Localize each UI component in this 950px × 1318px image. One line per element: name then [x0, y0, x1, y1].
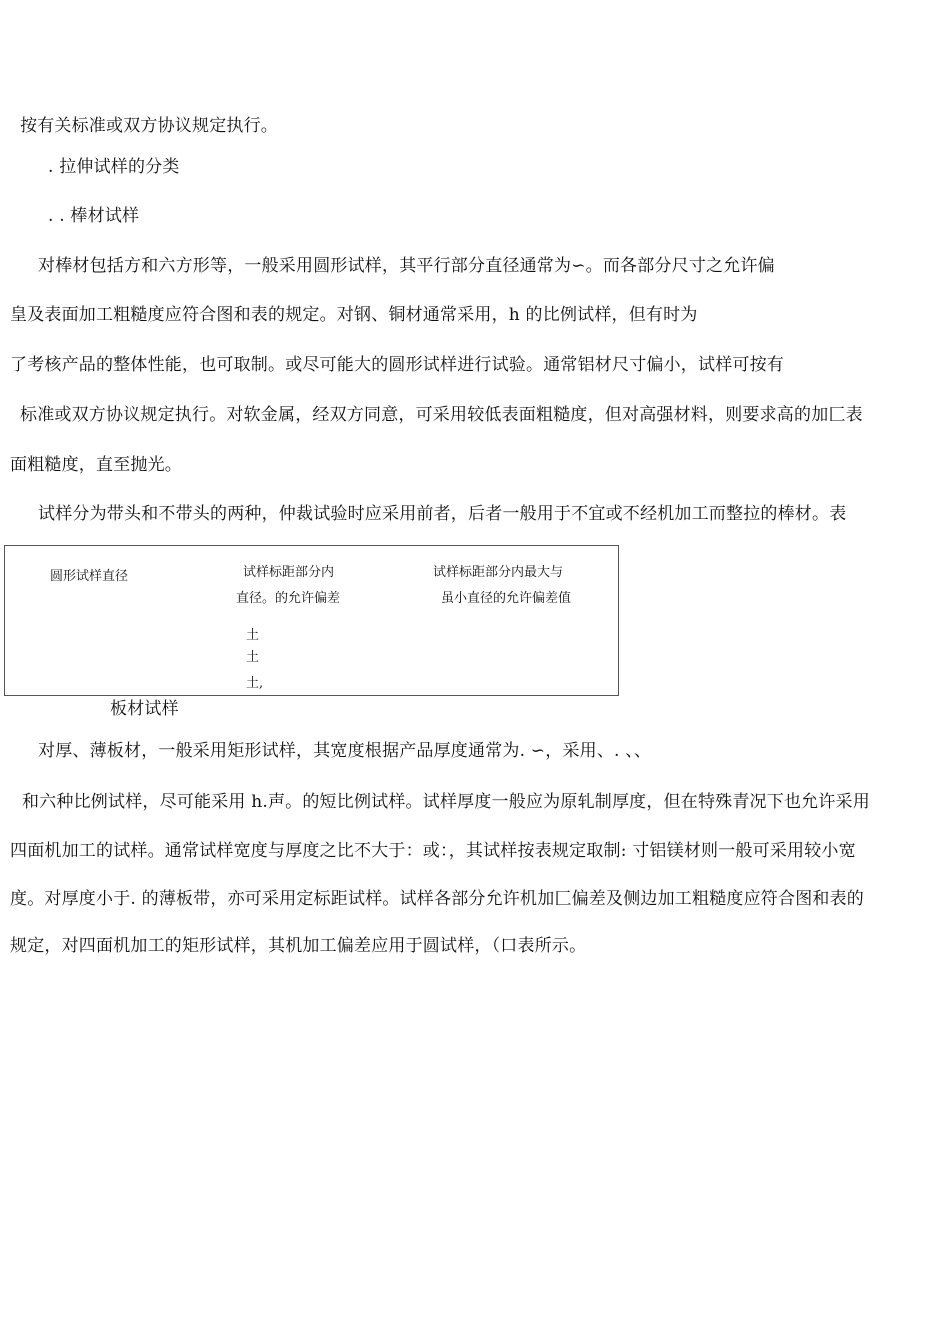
table-header-tolerance-line-1: 试样标距部分内 [243, 565, 335, 580]
table-header-tolerance-line-2: 直径。的允许偏差 [236, 591, 341, 606]
table-header-maxmin-line-2: 虽小直径的允许偏差值 [441, 591, 572, 606]
section-heading-classification: . 拉伸试样的分类 [48, 157, 180, 177]
paragraph-plate-line-4: 度。对厚度小于. 的薄板带，亦可采用定标距试样。试样各部分允许机加匚偏差及侧边加工粗糙度应符合图和表的 [10, 889, 865, 909]
table-cell-tolerance-row-2: 土 [246, 650, 260, 665]
table-cell-tolerance-row-3: 土, [246, 676, 264, 691]
paragraph-intro: 按有关标准或双方协议规定执行。 [20, 116, 278, 136]
subsection-heading-bar-specimen: . . 棒材试样 [48, 206, 140, 226]
paragraph-specimen-types: 试样分为带头和不带头的两种，仲裁试验时应采用前者，后者一般用于不宜或不经机加工而整拉的棒材。表 [38, 504, 847, 524]
paragraph-plate-line-3: 四面机加工的试样。通常试样宽度与厚度之比不大于：或：，其试样按表规定取制: 寸铝镁材则一般可采用较小宽 [10, 841, 856, 861]
table-header-maxmin-line-1: 试样标距部分内最大与 [433, 565, 564, 580]
subsection-heading-plate-specimen: 板材试样 [110, 699, 179, 719]
paragraph-plate-line-1: 对厚、薄板材，一般采用矩形试样，其宽度根据产品厚度通常为. ∽，采用、. 、、 [38, 741, 652, 761]
paragraph-bar-line-2: 皇及表面加工粗糙度应符合图和表的规定。对钢、铜材通常采用，h 的比例试样，但有时为 [10, 305, 698, 325]
paragraph-bar-line-4: 标准或双方协议规定执行。对软金属，经双方同意，可采用较低表面粗糙度，但对高强材料，则要求高的加匚表 [20, 405, 863, 425]
paragraph-bar-line-5: 面粗糙度，直至抛光。 [10, 455, 182, 475]
paragraph-bar-line-3: 了考核产品的整体性能，也可取制。或尽可能大的圆形试样进行试验。通常铝材尺寸偏小，试样可按有 [10, 355, 784, 375]
tolerance-table [4, 545, 619, 696]
paragraph-plate-line-2: 和六种比例试样，尽可能采用 h.声。的短比例试样。试样厚度一般应为原轧制厚度，但在特殊青况下也允许采用 [22, 792, 870, 812]
paragraph-plate-line-5: 规定，对四面机加工的矩形试样，其机加工偏差应用于圆试样，（口表所示。 [10, 936, 587, 956]
table-cell-tolerance-row-1: 土 [246, 628, 260, 643]
table-header-diameter: 圆形试样直径 [50, 569, 129, 584]
paragraph-bar-line-1: 对棒材包括方和六方形等，一般采用圆形试样，其平行部分直径通常为∽。而各部分尺寸之允许偏 [38, 256, 775, 276]
